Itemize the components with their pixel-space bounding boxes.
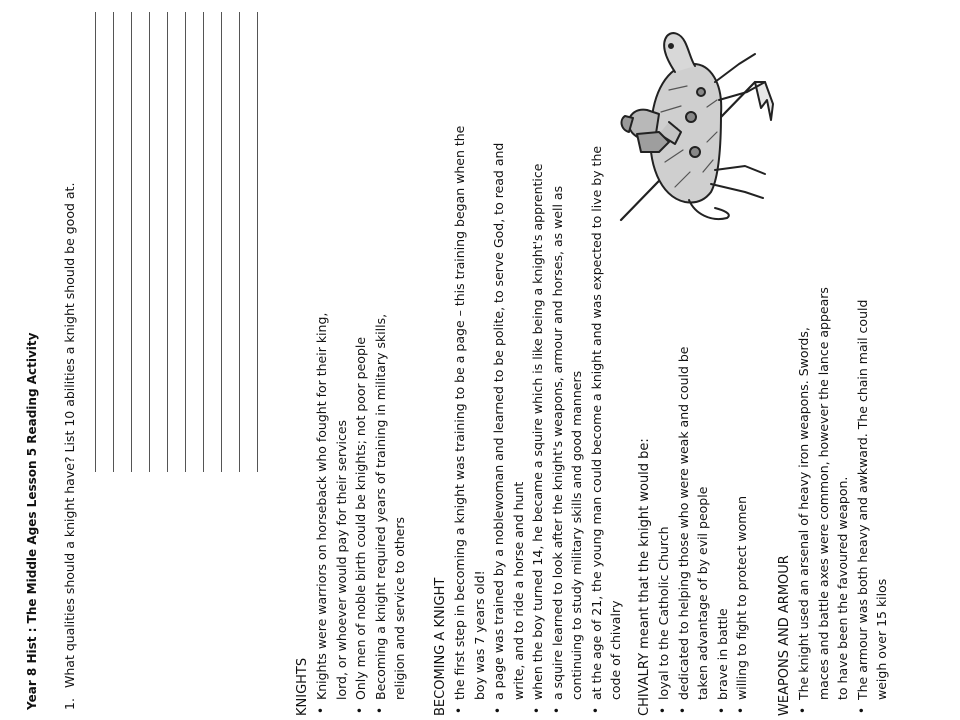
question-1 [64,183,77,710]
answer-line [257,12,258,472]
answer-line [131,12,132,472]
section-chivalry [636,316,752,716]
answer-line [239,12,240,472]
section-heading: CHIVALRY meant that the knight would be: [637,438,652,716]
list-item: • Knights were warriors on horseback who fought for their king, lord, or whoever would pay for their services [312,292,351,716]
bullet-list [794,286,892,716]
section-knights [294,292,410,716]
list-item: • Becoming a knight required years of training in military skills, religion and service to others [371,292,410,716]
list-item: • loyal to the Catholic Church [654,316,674,716]
answer-line [167,12,168,472]
worksheet-title: Year 8 Hist : The Middle Ages Lesson 5 Reading Activity [25,332,39,710]
list-item: • The armour was both heavy and awkward. The chain mail could weigh over 15 kilos [853,286,892,716]
list-item: • dedicated to helping those who were weak and could be taken advantage of by evil people [674,316,713,716]
answer-line [221,12,222,472]
question-number: 1. [62,698,77,710]
section-heading: BECOMING A KNIGHT [433,577,448,716]
bullet-list [654,316,752,716]
answer-line [185,12,186,472]
list-item: • at the age of 21, the young man could become a knight and was expected to live by the code of chivalry [587,116,626,716]
list-item: • Only men of noble birth could be knights; not poor people [351,292,371,716]
section-heading: WEAPONS AND ARMOUR [777,555,792,716]
answer-line [203,12,204,472]
list-item: • The knight used an arsenal of heavy iron weapons. Swords, maces and battle axes were common, however the lance appears to have been the favoured weapon. [794,286,853,716]
list-item: • a page was trained by a noblewoman and learned to be polite, to serve God, to read and write, and to ride a horse and hunt [489,116,528,716]
bullet-list [312,292,410,716]
answer-line [149,12,150,472]
question-text: What qualities should a knight have? List 10 abilities a knight should be good at. [62,182,77,688]
list-item: • willing to fight to protect women [732,316,752,716]
answer-lines [95,12,257,472]
section-weapons-and-armour [776,286,892,716]
list-item: • a squire learned to look after the knight's weapons, armour and horses, as well as continuing to study military skills and good manners [548,116,587,716]
knight-on-horseback-illustration [615,27,775,232]
bullet-list [450,116,626,716]
section-becoming-a-knight [432,116,626,716]
list-item: • the first step in becoming a knight was training to be a page – this training began when the boy was 7 years old! [450,116,489,716]
list-item: • when the boy turned 14, he became a squire which is like being a knight's apprentice [528,116,548,716]
answer-line [95,12,96,472]
section-heading: KNIGHTS [295,657,310,716]
answer-line [113,12,114,472]
list-item: • brave in battle [713,316,733,716]
